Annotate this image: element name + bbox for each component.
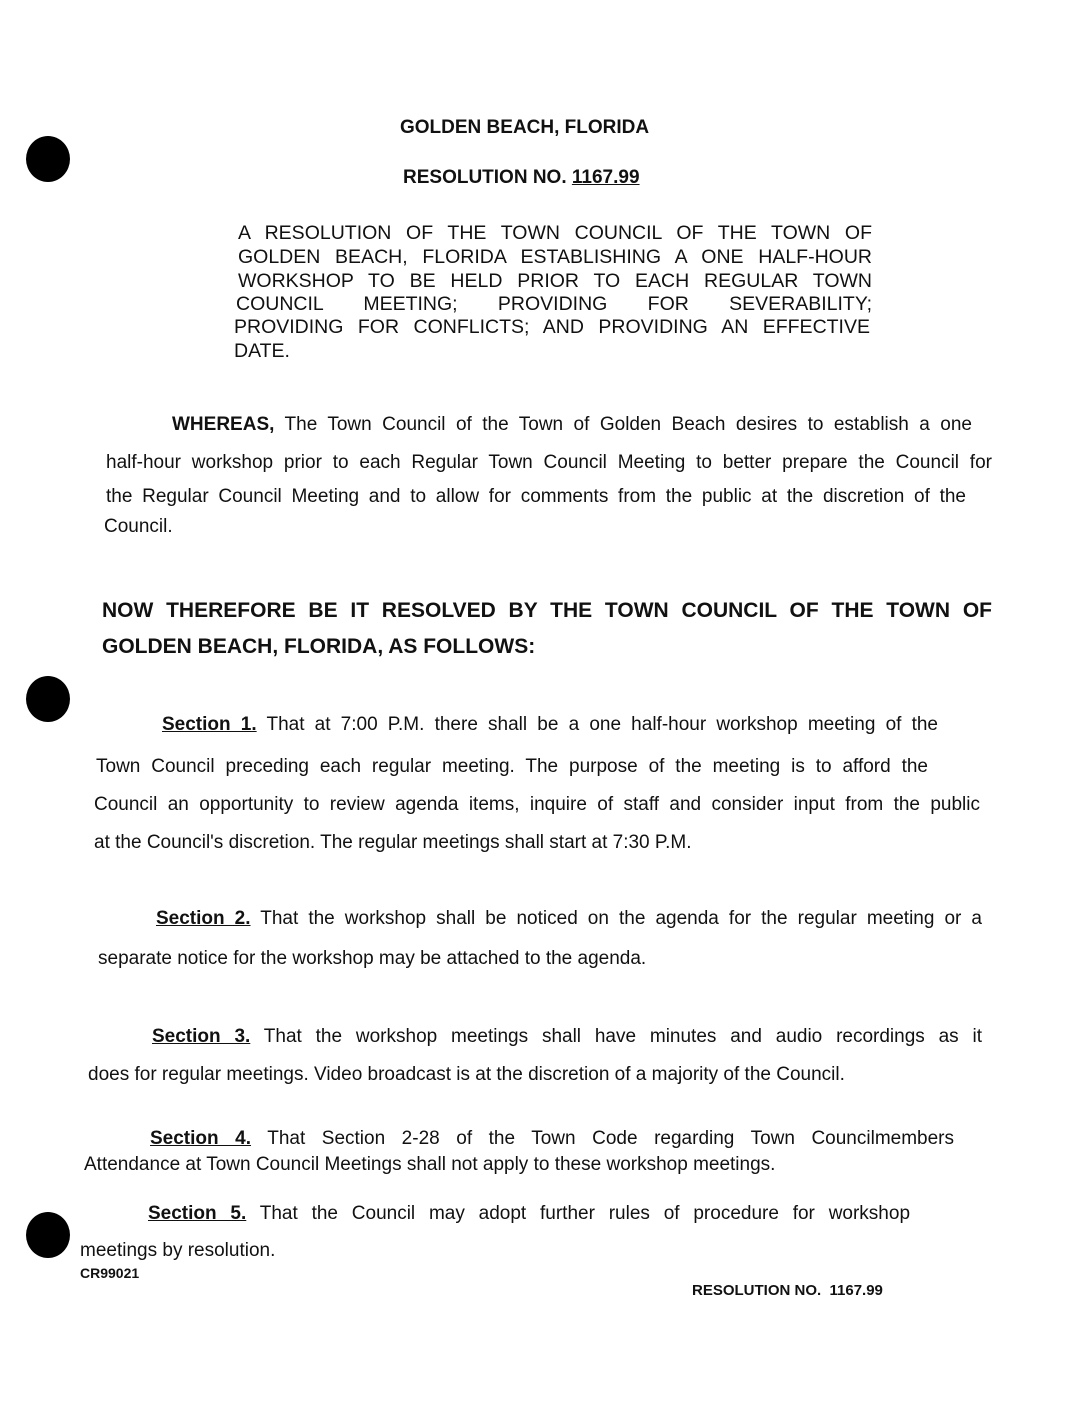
section-line — [148, 1203, 910, 1225]
section-label: Section 3. — [152, 1026, 251, 1047]
punch-hole — [26, 136, 70, 182]
section-label: Section 5. — [148, 1203, 247, 1224]
section-line: does for regular meetings. Video broadcast is at the discretion of a majority of the Council. — [88, 1064, 845, 1085]
section-line — [162, 714, 938, 736]
punch-hole — [26, 1212, 70, 1258]
section-line — [152, 1026, 982, 1048]
resolution-number: 1167.99 — [571, 167, 640, 188]
section-line: Town Council preceding each regular meeting. The purpose of the meeting is to afford the — [96, 756, 928, 777]
abstract-line: A RESOLUTION OF THE TOWN COUNCIL OF THE TOWN OF — [238, 222, 872, 244]
whereas-line: Council. — [104, 516, 173, 537]
section-label: Section 2. — [156, 908, 251, 929]
punch-hole — [26, 676, 70, 722]
page-title: GOLDEN BEACH, FLORIDA — [400, 117, 650, 138]
section-text: That Section 2-28 of the Town Code regarding Town Councilmembers — [267, 1128, 955, 1149]
whereas-line: the Regular Council Meeting and to allow for comments from the public at the discretion of the — [106, 486, 966, 507]
section-label: Section 4. — [150, 1128, 252, 1149]
resolution-label: RESOLUTION NO. — [403, 167, 567, 188]
footer-resolution-number: RESOLUTION NO. 1167.99 — [692, 1282, 883, 1299]
section-line — [156, 908, 982, 930]
section-line: separate notice for the workshop may be attached to the agenda. — [98, 948, 647, 969]
section-text: That the workshop shall be noticed on the agenda for the regular meeting or a — [260, 908, 982, 929]
section-text: That the workshop meetings shall have minutes and audio recordings as it — [263, 1026, 983, 1047]
section-text: That at 7:00 P.M. there shall be a one half-hour workshop meeting of the — [266, 714, 938, 735]
abstract-line: WORKSHOP TO BE HELD PRIOR TO EACH REGULAR TOWN — [238, 270, 872, 292]
section-label: Section 1. — [162, 714, 257, 735]
section-text: That the Council may adopt further rules of procedure for workshop — [259, 1203, 911, 1224]
section-line — [150, 1128, 954, 1150]
section-line: at the Council's discretion. The regular meetings shall start at 7:30 P.M. — [94, 832, 692, 853]
section-line: Attendance at Town Council Meetings shall not apply to these workshop meetings. — [84, 1154, 776, 1175]
abstract-line: PROVIDING FOR CONFLICTS; AND PROVIDING AN EFFECTIVE — [234, 316, 870, 338]
document-code: CR99021 — [80, 1265, 140, 1281]
resolution-heading — [403, 167, 640, 189]
resolved-line: GOLDEN BEACH, FLORIDA, AS FOLLOWS: — [102, 635, 536, 658]
whereas-text: The Town Council of the Town of Golden Beach desires to establish a one — [284, 414, 972, 435]
whereas-line — [172, 414, 972, 436]
abstract-line: GOLDEN BEACH, FLORIDA ESTABLISHING A ONE HALF-HOUR — [238, 246, 872, 268]
section-line: Council an opportunity to review agenda items, inquire of staff and consider input from the public — [94, 794, 980, 815]
abstract-line: DATE. — [234, 340, 290, 362]
whereas-lead: WHEREAS, — [172, 414, 275, 435]
section-line: meetings by resolution. — [80, 1240, 276, 1261]
resolved-line: NOW THEREFORE BE IT RESOLVED BY THE TOWN COUNCIL OF THE TOWN OF — [102, 599, 992, 622]
abstract-line: COUNCIL MEETING; PROVIDING FOR SEVERABILITY; — [236, 293, 872, 315]
whereas-line: half-hour workshop prior to each Regular Town Council Meeting to better prepare the Council for — [106, 452, 992, 473]
